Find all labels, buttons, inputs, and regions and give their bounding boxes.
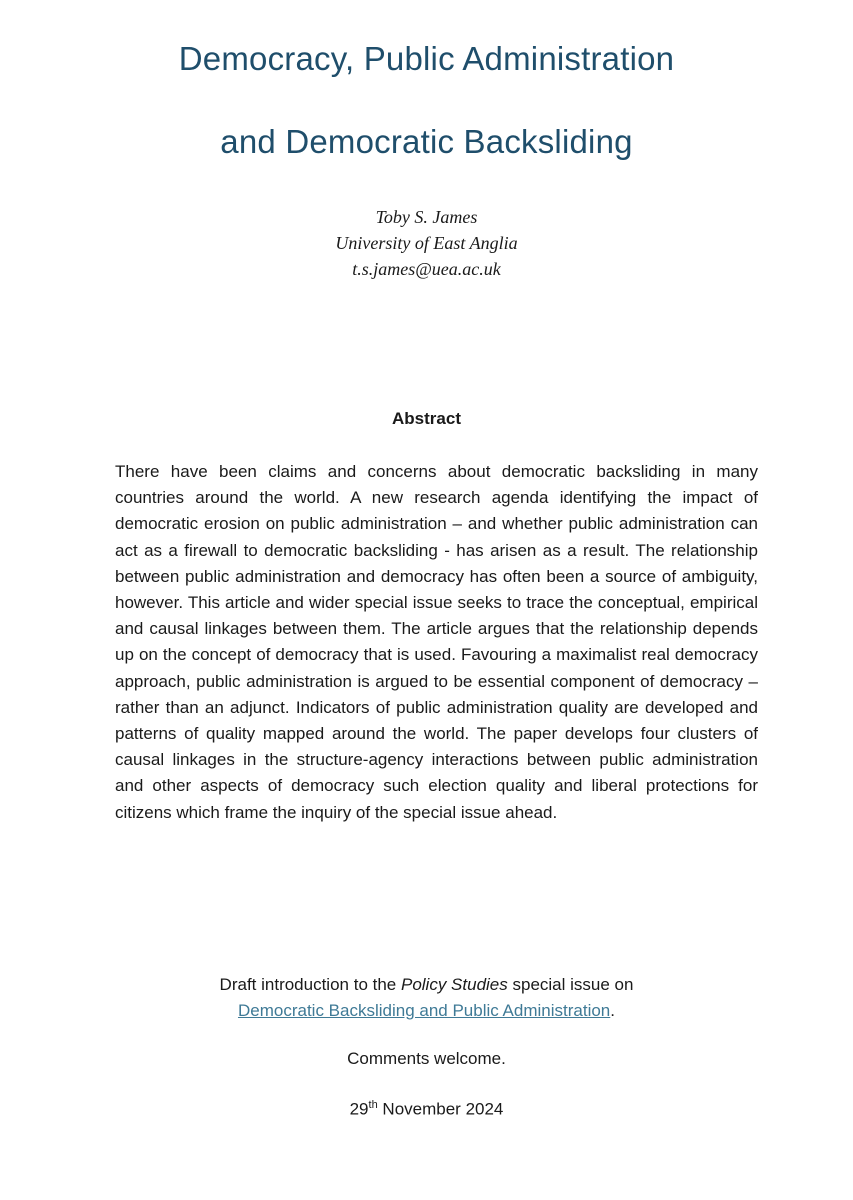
special-issue-link[interactable]: Democratic Backsliding and Public Administration <box>237 1001 611 1020</box>
author-affiliation: University of East Anglia <box>335 233 518 253</box>
abstract-body: There have been claims and concerns about democratic backsliding in many countries around the world. A new research agenda identifying the impact of democratic erosion on public administration – and whether public administration can act as a firewall to democratic backsliding - has arisen as a result. The relationship between public administration and democracy has often been a source of ambiguity, however. This article and wider special issue seeks to trace the conceptual, empirical and causal linkages between them. The article argues that the relationship depends up on the concept of democracy that is used. Favouring a maximalist real democracy approach, public administration is argued to be essential component of democracy – rather than an adjunct. Indicators of public administration quality are developed and patterns of quality mapped around the world. The paper develops four clusters of causal linkages in the structure-agency interactions between public administration and other aspects of democracy such election quality and liberal protections for citizens which frame the inquiry of the special issue ahead. <box>115 462 758 822</box>
journal-name: Policy Studies <box>400 975 508 994</box>
draft-suffix: special issue on <box>507 975 634 994</box>
author-name: Toby S. James <box>375 207 478 227</box>
abstract-heading: Abstract <box>392 409 461 428</box>
title-line-2: and Democratic Backsliding <box>220 123 633 160</box>
date-day: 29 <box>349 1099 369 1119</box>
draft-prefix: Draft introduction to the <box>219 975 401 994</box>
comments-note: Comments welcome. <box>347 1049 506 1068</box>
date-rest: November 2024 <box>377 1099 504 1119</box>
date-ordinal: th <box>368 1099 378 1111</box>
author-email: t.s.james@uea.ac.uk <box>352 259 501 279</box>
author-block <box>0 204 853 282</box>
title-line-1: Democracy, Public Administration <box>178 40 675 77</box>
link-period: . <box>610 1001 616 1020</box>
draft-note-line <box>0 972 853 998</box>
draft-note <box>0 972 853 1024</box>
date-line <box>0 1099 853 1120</box>
special-issue-line <box>0 998 853 1024</box>
